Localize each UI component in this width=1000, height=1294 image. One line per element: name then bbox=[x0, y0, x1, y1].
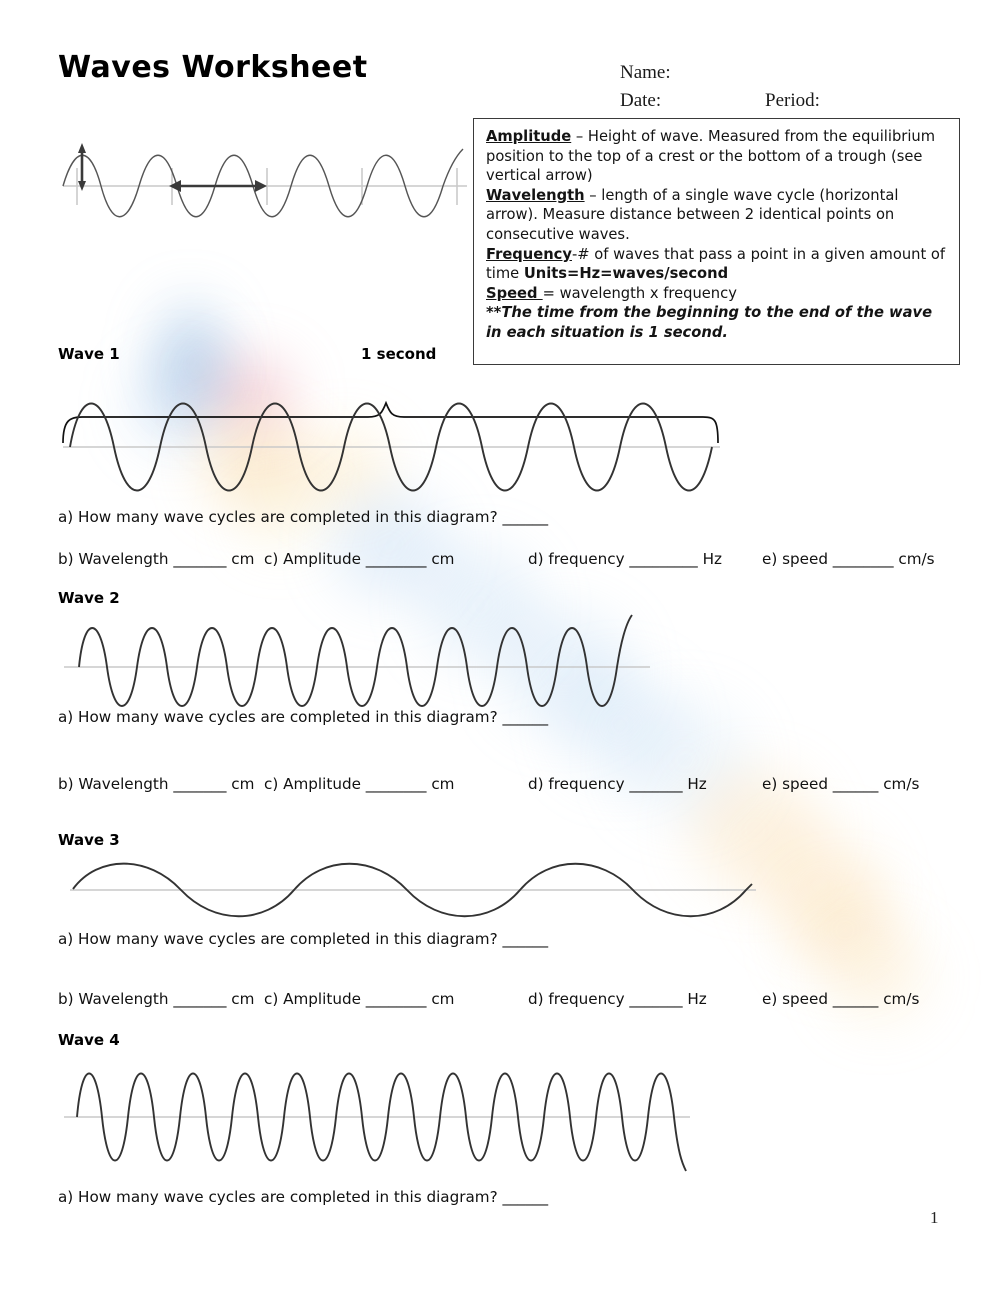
wave-2-frequency-question: d) frequency _______ Hz bbox=[528, 775, 707, 793]
amplitude-definition bbox=[486, 127, 949, 186]
amplitude-arrow bbox=[78, 143, 86, 191]
wave-1-frequency-question: d) frequency _________ Hz bbox=[528, 550, 722, 568]
definitions-box bbox=[473, 118, 960, 365]
speed-definition bbox=[486, 284, 949, 304]
wave-1-amplitude-question: c) Amplitude ________ cm bbox=[264, 550, 455, 568]
speed-term: Speed bbox=[486, 284, 543, 302]
wave-3-frequency-question: d) frequency _______ Hz bbox=[528, 990, 707, 1008]
wave-2-wavelength-question: b) Wavelength _______ cm bbox=[58, 775, 255, 793]
wave-2-speed-question: e) speed ______ cm/s bbox=[762, 775, 920, 793]
wavelength-text: – length of a single wave cycle (horizontal arrow). Measure distance between 2 identical points on consecutive waves. bbox=[486, 186, 899, 243]
wave-1-speed-question: e) speed ________ cm/s bbox=[762, 550, 935, 568]
page-number: 1 bbox=[930, 1208, 939, 1227]
wave-3-label: Wave 3 bbox=[58, 831, 120, 849]
wave-2-label: Wave 2 bbox=[58, 589, 120, 607]
wave-1-question-cycles: a) How many wave cycles are completed in this diagram? ______ bbox=[58, 508, 549, 526]
one-second-label: 1 second bbox=[361, 345, 437, 363]
wave-4-diagram bbox=[62, 1053, 702, 1173]
wave-3-speed-question: e) speed ______ cm/s bbox=[762, 990, 920, 1008]
date-field-label: Date: bbox=[620, 90, 662, 111]
name-field-label: Name: bbox=[620, 62, 671, 83]
time-note: **The time from the beginning to the end of the wave in each situation is 1 second. bbox=[486, 304, 933, 341]
amplitude-text: – Height of wave. Measured from the equilibrium position to the top of a crest or the bottom of a trough (see vertical arrow) bbox=[486, 128, 936, 185]
wave-4-label: Wave 4 bbox=[58, 1031, 120, 1049]
page-title: Waves Worksheet bbox=[58, 50, 368, 85]
frequency-term: Frequency bbox=[486, 245, 572, 263]
amplitude-term: Amplitude bbox=[486, 128, 572, 145]
speed-text: = wavelength x frequency bbox=[542, 284, 737, 302]
wave-4-question-cycles: a) How many wave cycles are completed in this diagram? ______ bbox=[58, 1188, 549, 1206]
wave-1-diagram bbox=[58, 375, 738, 500]
frequency-definition bbox=[486, 245, 949, 284]
wavelength-definition bbox=[486, 186, 949, 245]
wave-2-question-cycles: a) How many wave cycles are completed in this diagram? ______ bbox=[58, 708, 549, 726]
wave-3-amplitude-question: c) Amplitude ________ cm bbox=[264, 990, 455, 1008]
period-field-label: Period: bbox=[765, 90, 820, 111]
wave-3-question-cycles: a) How many wave cycles are completed in this diagram? ______ bbox=[58, 930, 549, 948]
definition-diagram bbox=[55, 125, 470, 240]
wave-3-wavelength-question: b) Wavelength _______ cm bbox=[58, 990, 255, 1008]
wave-2-amplitude-question: c) Amplitude ________ cm bbox=[264, 775, 455, 793]
wave-3-diagram bbox=[68, 853, 758, 928]
wavelength-term: Wavelength bbox=[486, 186, 585, 204]
frequency-units: Units=Hz=waves/second bbox=[523, 265, 729, 283]
wave-1-wavelength-question: b) Wavelength _______ cm bbox=[58, 550, 255, 568]
frequency-text: -# of waves that pass a point in a given amount of time bbox=[486, 245, 946, 283]
wave-1-label: Wave 1 bbox=[58, 345, 120, 363]
